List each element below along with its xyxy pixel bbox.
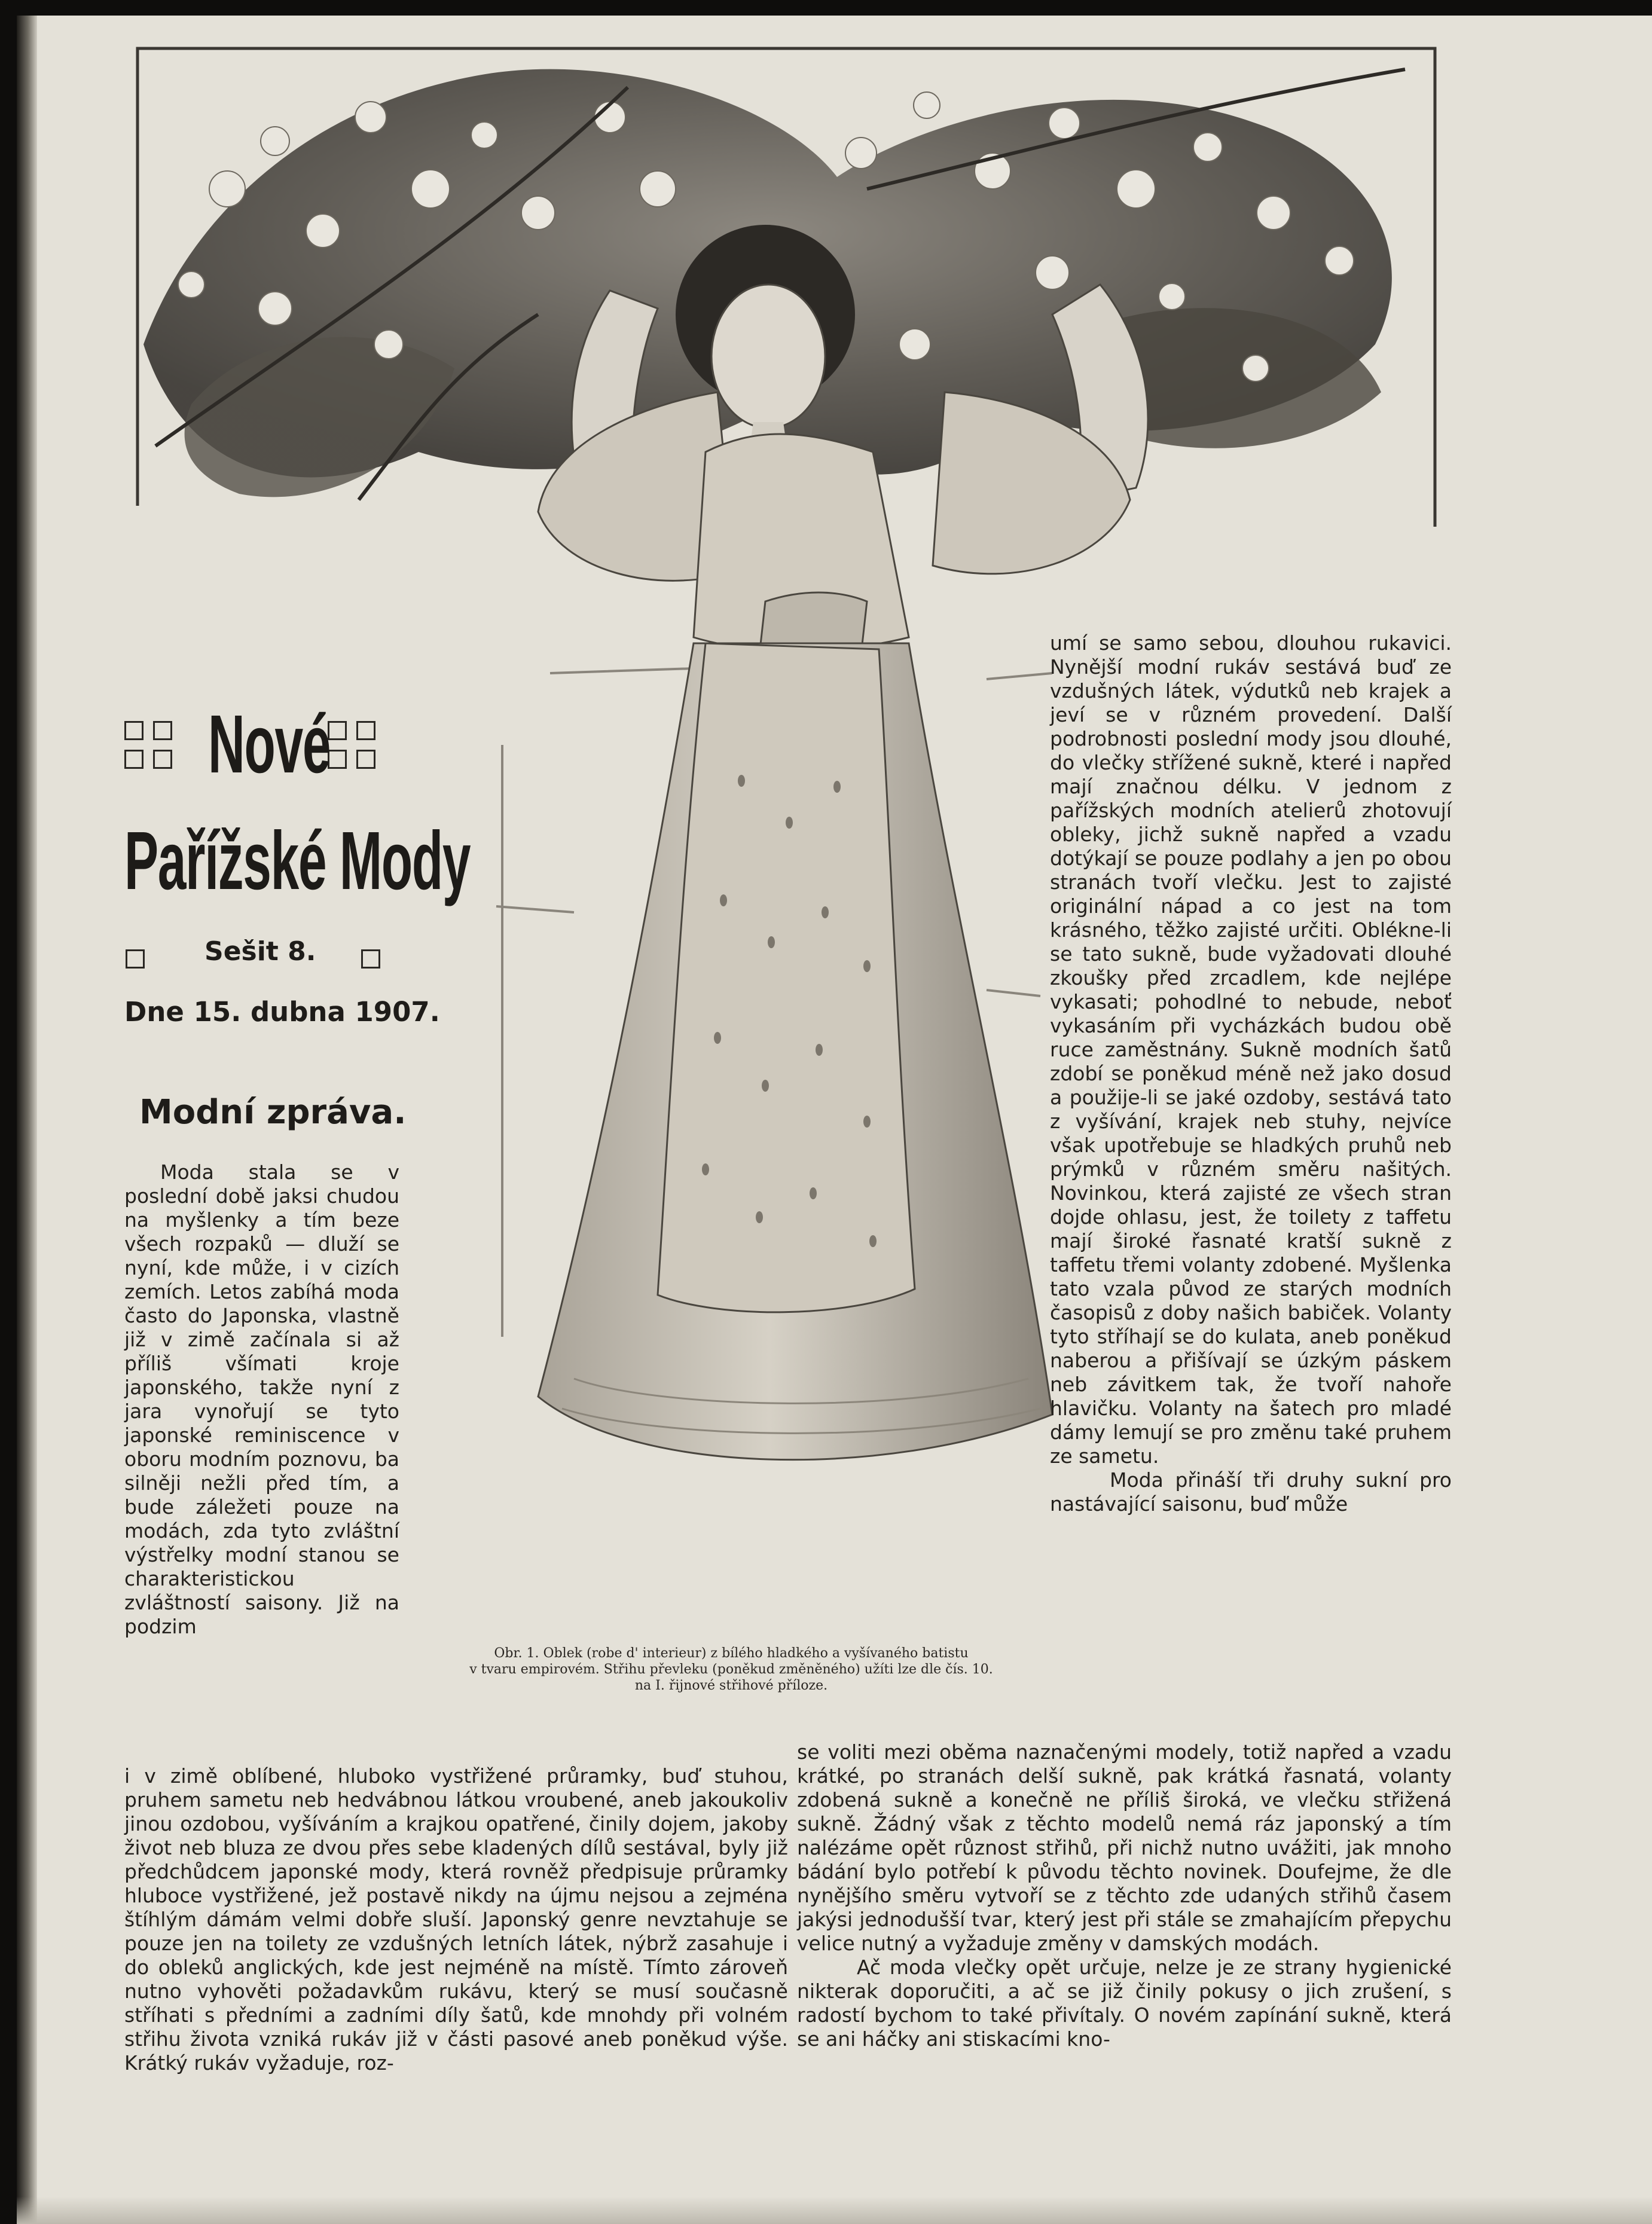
ornament-square-right: [361, 949, 380, 969]
caption-line-1: Obr. 1. Oblek (robe d' interieur) z bílého hladkého a vyšívaného batistu: [494, 1646, 969, 1661]
ornament-squares-right: [328, 721, 381, 775]
page-bottom-shade: [17, 2196, 1652, 2224]
figure-caption: [405, 1645, 1057, 1694]
magazine-page: [17, 16, 1652, 2224]
article-right-column: umí se samo sebou, dlouhou rukavici. Nynější modní rukáv sestává buď ze vzdušných látek, výdutků neb krajek a jeví se v různém provedení. Další podrobnosti poslední mody jsou dlouhé, do vlečky střížené sukně, které i napřed mají značnou délku. V jednom z pařížských modních atelierů zhotovují obleky, jichž sukně napřed a vzadu dotýkají se pouze podlahy a jen po obou stranách tvoří vlečku. Jest to zajisté originální nápad a co jest na tom krásného, těžko zajisté určiti. Oblékne-li se tato sukně, bude vyžadovati dlouhé zkoušky před zrcadlem, kde nejlépe vykasati; pohodlné to nebude, neboť vykasáním při vycházkách budou obě ruce zaměstnány. Sukně modních šatů zdobí se poněkud méně než jako dosud a použije-li se jaké ozdoby, sestává tato z vyšívání, krajek neb stuhy, nejvíce však upotřebuje se hladkých pruhů neb prýmků v různém směru našitých. Novinkou, která zajisté ze všech stran dojde ohlasu, jest, že toilety z taffetu mají široké řasnaté kratší sukně z taffetu třemi volanty zdobené. Myšlenka tato vzala původ ze starých modních časopisů z doby našich babiček. Volanty tyto stříhají se do kulata, aneb poněkud naberou a přišívají se úzkým páskem neb závitkem tak, že tvoří nahoře hlavičku. Volanty na šatech pro mladé dámy lemují se pro změnu také pruhem ze sametu. Moda přináší tři druhy sukní pro nastávající saisonu, buď může: [1050, 631, 1452, 1516]
ornament-squares-left: [124, 721, 178, 775]
issue-number: Sešit 8.: [204, 936, 316, 967]
article-left-column: Moda stala se v poslední době jaksi chudou na myšlenky a tím beze všech rozpaků — dluží se nyní, kde může, i v cizích zemích. Letos zabíhá moda často do Japonska, vlastně již v zimě začínala si až příliš všímati kroje japonského, takže nyní z jara vynořují se tyto japonské reminiscence v oboru modním poznovu, ba silněji nežli před tím, a bude záležeti pouze na modách, zda tyto zvláštní výstřelky modní stanou se charakteristickou zvláštností saisony. Již na podzim: [124, 1160, 399, 1638]
binding-shadow: [17, 16, 37, 2224]
caption-line-3: na I. řijnové střihové příloze.: [634, 1678, 828, 1693]
issue-date: Dne 15. dubna 1907.: [124, 996, 440, 1028]
ornament-square-left: [126, 949, 145, 969]
masthead-title-line-1: Nové: [208, 698, 331, 790]
article-heading: Modní zpráva.: [139, 1093, 407, 1132]
masthead-title-line-2: Pařížské Mody: [124, 815, 471, 907]
caption-line-2: v tvaru empirovém. Střihu převleku (poněkud změněného) užíti lze dle čís. 10.: [469, 1662, 993, 1677]
article-right-bottom: se voliti mezi oběma naznačenými modely, totiž napřed a vzadu krátké, po stranách delší sukně, pak krátká řasnatá, volanty zdobená sukně a konečně ne příliš široká, ve vlečku střižená sukně. Žádný však z těchto modelů nemá ráz japonský a tím nalézáme opět různost střihů, při nichž nutno uvážiti, jak mnoho bádání bylo potřebí k původu těchto novinek. Doufejme, že dle nynějšího směru vytvoří se z těchto zde udaných střihů časem jakýsi jednodušší tvar, který jest při stále se zmahajícím přepychu velice nutný a vyžaduje změny v damských modách. Ač moda vlečky opět určuje, nelze je ze strany hygienické nikterak doporučiti, a ač se již činily pokusy o jich zrušení, s radostí bychom to také přivítaly. O novém zapínání sukně, která se ani háčky ani stiskacími kno-: [797, 1740, 1452, 2051]
article-left-bottom: i v zimě oblíbené, hluboko vystřižené průramky, buď stuhou, pruhem sametu neb hedvábnou látkou vroubené, aneb jakoukoliv jinou ozdobou, vyšíváním a krajkou opatřené, činily dojem, jakoby život neb bluza ze dvou přes sebe kladených dílů sestával, byly již předchůdcem japonské mody, která rovněž předpisuje průramky hluboce vystřižené, jež postavě nikdy na újmu nejsou a zejména štíhlým dámám velmi dobře sluší. Japonský genre nevztahuje se pouze jen na toilety ze vzdušných letních látek, nýbrž zasahuje i do obleků anglických, kde jest nejméně na místě. Tímto zároveň nutno vyhověti požadavkům rukávu, který se musí současně stříhati s předními a zadními díly šatů, kde mnohdy při volném střihu života vzniká rukáv již v části pasové aneb poněkud výše. Krátký rukáv vyžaduje, roz-: [124, 1764, 788, 2075]
